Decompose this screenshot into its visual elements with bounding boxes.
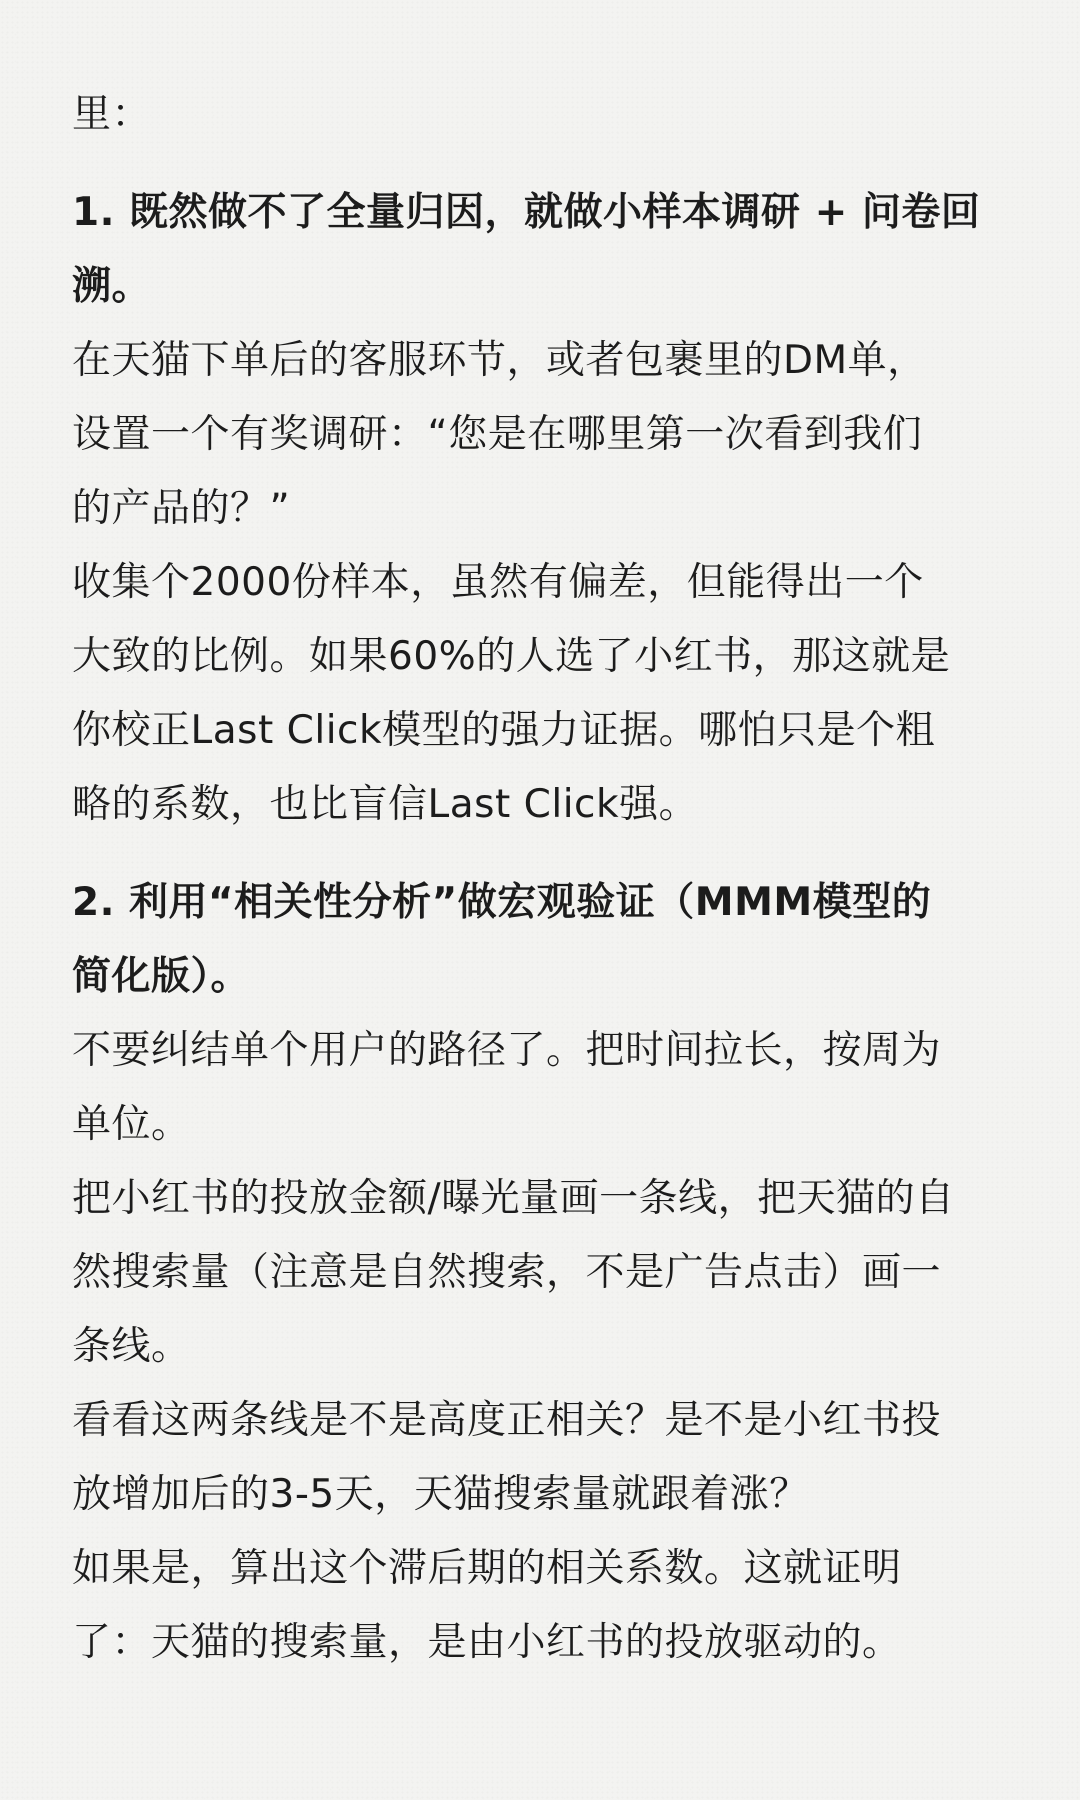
paragraph-gap — [72, 842, 1010, 866]
section-2-body-line: 看看这两条线是不是高度正相关？是不是小红书投 — [72, 1398, 942, 1443]
section-1-body-line: 你校正Last Click模型的强力证据。哪怕只是个粗 — [72, 708, 936, 753]
section-2-body-line: 不要纠结单个用户的路径了。把时间拉长，按周为 — [72, 1028, 942, 1073]
section-1-body-line: 的产品的？” — [72, 486, 291, 531]
section-1-body-line: 在天猫下单后的客服环节，或者包裹里的DM单， — [72, 338, 927, 383]
section-2-body-line: 把小红书的投放金额/曝光量画一条线，把天猫的自 — [72, 1176, 955, 1221]
section-2-heading-line: 简化版）。 — [72, 954, 251, 999]
paragraph-gap — [72, 152, 1010, 176]
section-1-body-line: 收集个2000份样本，虽然有偏差，但能得出一个 — [72, 560, 924, 605]
intro-line: 里： — [72, 92, 152, 137]
section-2-body-line: 放增加后的3-5天，天猫搜索量就跟着涨？ — [72, 1472, 809, 1517]
section-2-heading-line: 2. 利用“相关性分析”做宏观验证（MMM模型的 — [72, 880, 932, 925]
section-1 — [72, 176, 1010, 842]
section-2-body-line: 条线。 — [72, 1324, 191, 1369]
section-1-heading-line: 1. 既然做不了全量归因，就做小样本调研 + 问卷回 — [72, 190, 981, 235]
section-2-body-line: 如果是，算出这个滞后期的相关系数。这就证明 — [72, 1546, 902, 1591]
section-1-body-line: 设置一个有奖调研：“您是在哪里第一次看到我们 — [72, 412, 923, 457]
section-1-heading-line: 溯。 — [72, 264, 152, 309]
section-2-body-line: 了：天猫的搜索量，是由小红书的投放驱动的。 — [72, 1620, 902, 1665]
section-1-body-line: 略的系数，也比盲信Last Click强。 — [72, 782, 699, 827]
section-2-body-line: 单位。 — [72, 1102, 191, 1147]
section-1-body-line: 大致的比例。如果60%的人选了小红书，那这就是 — [72, 634, 951, 679]
section-2 — [72, 866, 1010, 1680]
section-2-body-line: 然搜索量（注意是自然搜索，不是广告点击）画一 — [72, 1250, 942, 1295]
